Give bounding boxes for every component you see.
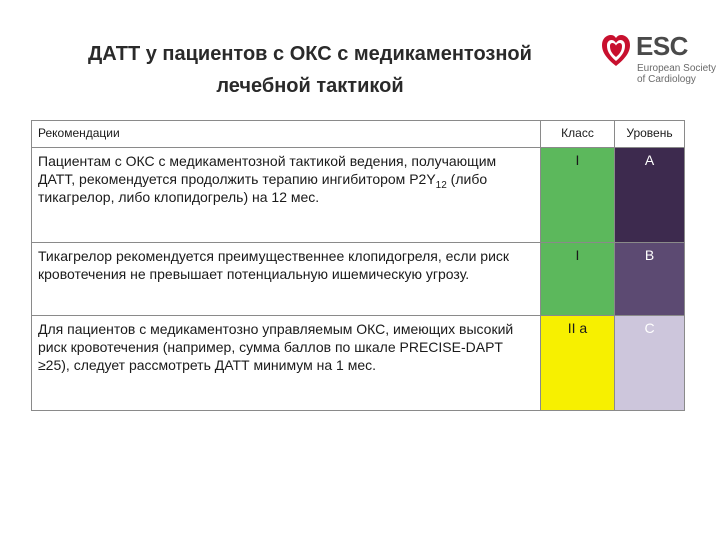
logo-subtitle-line-2: of Cardiology bbox=[637, 74, 696, 85]
header-class: Класс bbox=[540, 121, 614, 147]
logo-subtitle-line-1: European Society bbox=[637, 63, 716, 74]
header-recommendations: Рекомендации bbox=[38, 126, 120, 140]
recommendation-text: Тикагрелор рекомендуется преимущественнее клопидогреля, если риск кровотечения не превышает потенциальную ишемическую угрозу. bbox=[38, 248, 510, 282]
recommendation-text: Для пациентов с медикаментозно управляемым ОКС, имеющих высокий риск кровотечения (например, сумма баллов по шкале PRECISE-DAPT ≥25), следует рассмотреть ДАТТ минимум на 1 мес. bbox=[38, 321, 514, 373]
title-line-1: ДАТТ у пациентов с ОКС с медикаментозной bbox=[88, 43, 532, 65]
recommendation-text-part: Пациентам с ОКС с медикаментозной тактикой ведения, получающим ДАТТ, рекомендуется продолжить терапию ингибитором P2Y bbox=[38, 153, 497, 187]
level-cell: B bbox=[614, 243, 684, 315]
logo-name: ESC bbox=[636, 31, 688, 61]
recommendation-text-part: (либо тикагрелор, либо клопидогрель) на 12 мес. bbox=[38, 171, 488, 205]
recommendations-table bbox=[31, 120, 685, 411]
logo-subtitle bbox=[637, 63, 717, 85]
header-level: Уровень bbox=[614, 121, 684, 147]
recommendation-subscript: 12 bbox=[435, 179, 447, 191]
level-cell: A bbox=[614, 148, 684, 242]
table-row bbox=[31, 316, 685, 411]
level-cell: C bbox=[614, 316, 684, 410]
class-cell: I bbox=[540, 243, 614, 315]
esc-logo bbox=[600, 30, 715, 95]
table-header-row bbox=[31, 120, 685, 148]
table-row bbox=[31, 243, 685, 316]
recommendation-text bbox=[32, 148, 540, 242]
class-cell: II a bbox=[540, 316, 614, 410]
heart-icon bbox=[600, 32, 632, 70]
table-row bbox=[31, 148, 685, 243]
slide-title bbox=[40, 38, 580, 102]
class-cell: I bbox=[540, 148, 614, 242]
title-line-2: лечебной тактикой bbox=[216, 75, 404, 97]
